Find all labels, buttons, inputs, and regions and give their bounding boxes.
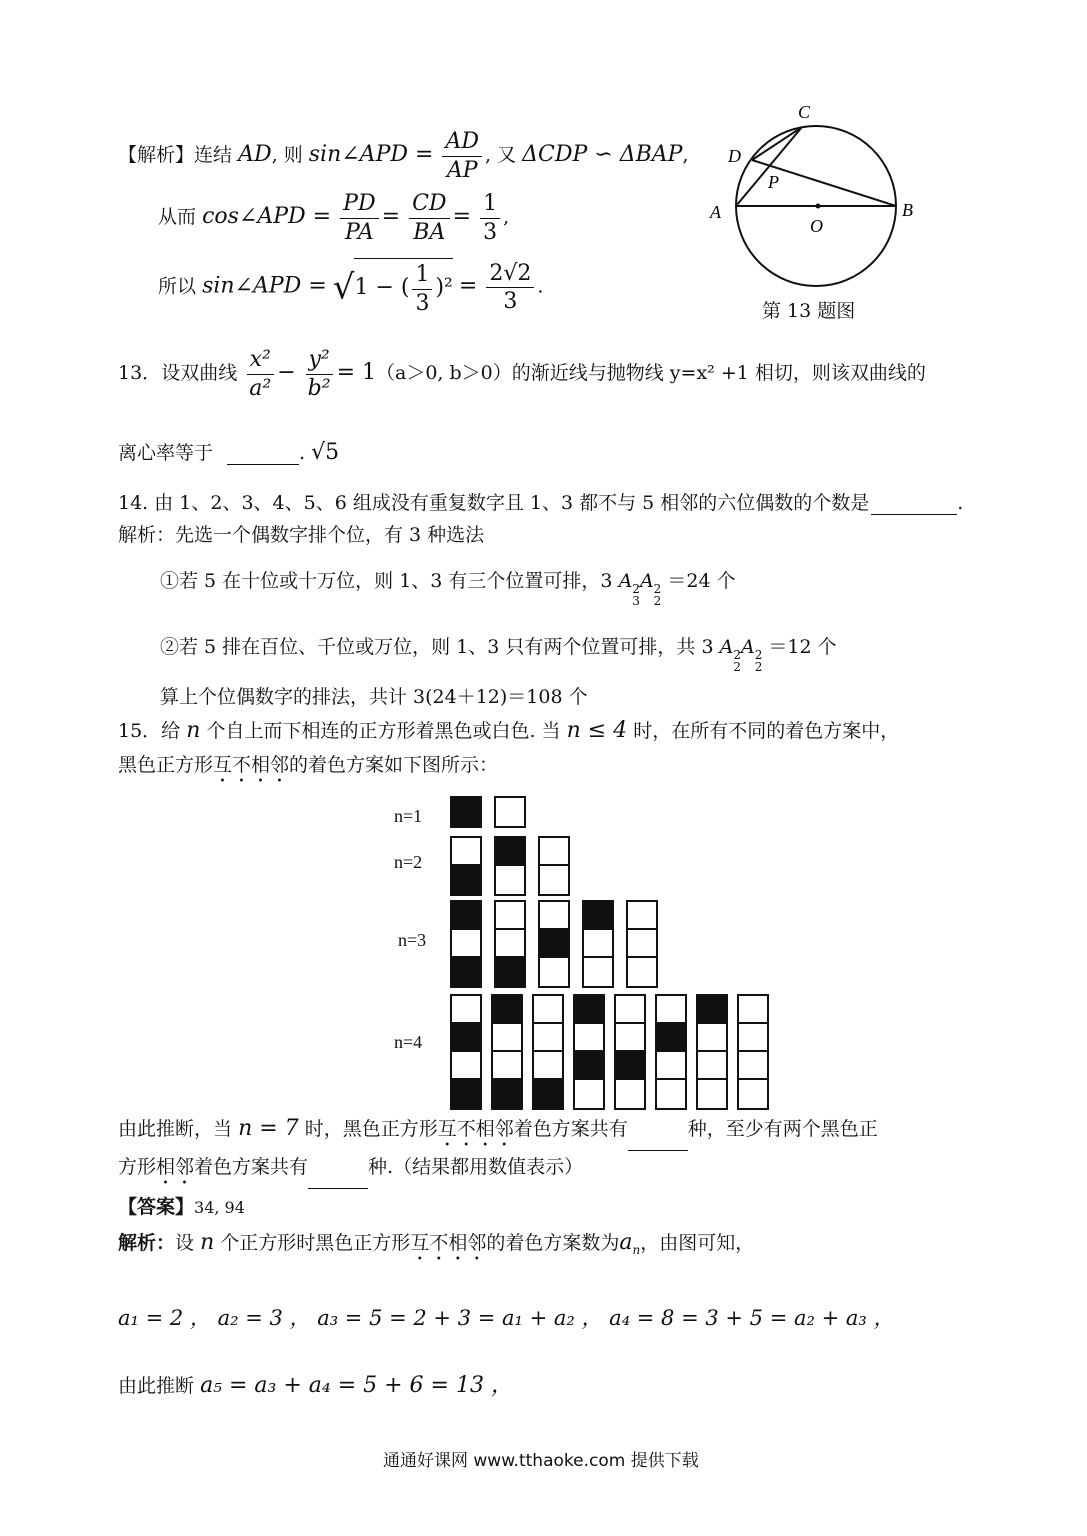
math: sin∠APD =: [202, 273, 327, 299]
question-15-para-1: [118, 1114, 878, 1151]
text: ，由图可知，: [640, 1232, 755, 1254]
question-14-line-1: [118, 488, 963, 515]
math: ΔCDP ∽ ΔBAP: [522, 142, 683, 167]
text: ＝24 个: [667, 570, 736, 592]
sequence-equations: a₁ = 2 ， a₂ = 3 ， a₃ = 5 = 2 + 3 = a₁ + a₂ ， a₄ = 8 = 3 + 5 = a₂ + a₃ ，: [118, 1306, 895, 1330]
chord-dc: [752, 127, 802, 160]
math: n = 7: [238, 1116, 299, 1141]
answer-blank-2: [308, 1188, 368, 1189]
text: （a＞0, b＞0）的渐近线与抛物线 y=x² +1 相切，则该双曲线的: [376, 362, 926, 384]
analysis-head: 【解析】: [118, 144, 195, 166]
math: =: [458, 273, 478, 299]
color-square: [626, 956, 658, 988]
text: ＝12 个: [768, 636, 837, 658]
inference-line: [118, 1368, 513, 1399]
fraction: $\frac{\text{x²}}{\text{a²}}$: [246, 346, 274, 402]
solution-head: 解析：: [118, 1232, 176, 1254]
question-14-case-1: ①若 5 在十位或十万位，则 1、3 有三个位置可排，3 A 2 3 A 2 2 ＝24 个: [160, 570, 736, 608]
math: AD: [238, 142, 272, 167]
footer: 通通好课网 www.tthaoke.com 提供下载: [383, 1451, 699, 1471]
figure-caption: 第 13 题图: [762, 300, 856, 322]
emphasis-text: 相邻: [156, 1156, 195, 1178]
color-square: [614, 1078, 646, 1110]
question-15-para-2: [118, 1152, 583, 1189]
answer-blank: [227, 464, 299, 465]
color-square: [450, 1078, 482, 1110]
text: 从而: [158, 206, 197, 228]
color-square: [494, 796, 526, 828]
emphasis-text: 互不相邻: [410, 1232, 487, 1254]
radical: 1 − ( $\frac{1}{3}$ )²: [354, 258, 452, 317]
label-b: B: [902, 200, 913, 220]
text: 方形: [118, 1156, 157, 1178]
text: 离心率等于: [118, 442, 214, 464]
text: 设双曲线: [161, 362, 238, 384]
math: n: [200, 1230, 215, 1255]
answer-head: 【答案】: [118, 1196, 195, 1218]
label-a: A: [710, 202, 721, 222]
color-square: [696, 1078, 728, 1110]
text: 的着色方案如下图所示：: [289, 754, 499, 776]
text: 黑色正方形: [118, 754, 214, 776]
math: = 1: [336, 360, 377, 385]
color-square: [494, 956, 526, 988]
text: 连结: [194, 144, 233, 166]
solution-12-line-3: 所以 sin∠APD = √1 − ( $\frac{1}{3}$ )² = $\frac{2√2}{3}$ .: [158, 258, 543, 317]
question-14-case-2: ②若 5 排在百位、千位或万位，则 1、3 只有两个位置可排，共 3 A 2 2 A 2 2 ＝12 个: [160, 636, 837, 674]
math: sin∠APD =: [308, 142, 434, 167]
fraction: $\frac{2√2}{3}$: [486, 260, 534, 316]
text: , 则: [271, 144, 303, 166]
solution-12-line-2: 从而 cos∠APD = $\frac{PD}{PA}$ = $\frac{CD}{BA}$ = $\frac{1}{3}$ ,: [158, 191, 510, 245]
color-square: [450, 956, 482, 988]
math: n: [186, 718, 201, 743]
fraction: $\frac{AD}{AP}$: [442, 128, 482, 184]
text: 着色方案共有: [194, 1156, 309, 1178]
color-square: [532, 1078, 564, 1110]
answer-blank: [871, 514, 957, 515]
row-label: n=2: [394, 852, 423, 872]
question-14-total: 算上个位偶数字的排法，共计 3(24＋12)＝108 个: [160, 686, 588, 708]
label-d: D: [728, 146, 741, 166]
text: ②若 5 排在百位、千位或万位，则 1、3 只有两个位置可排，共 3: [160, 636, 714, 658]
text: 由此推断，当: [118, 1118, 233, 1140]
question-13-line-2: [118, 438, 339, 465]
row-label: n=4: [394, 1032, 423, 1052]
row-label: n=1: [394, 806, 423, 826]
text: 设: [175, 1232, 195, 1254]
text: 个自上而下相连的正方形着黑色或白色. 当: [206, 720, 561, 742]
fraction: $\frac{1}{3}$: [480, 190, 500, 246]
text: 时，黑色正方形: [304, 1118, 438, 1140]
label-c: C: [798, 102, 811, 122]
text: 个正方形时黑色正方形: [220, 1232, 411, 1254]
color-square: [538, 956, 570, 988]
color-square: [573, 1078, 605, 1110]
math: n ≤ 4: [566, 718, 628, 743]
question-15-line-1: [118, 716, 899, 743]
text: 的着色方案数为: [486, 1232, 620, 1254]
text: ,: [503, 206, 510, 228]
fraction: $\frac{\text{y²}}{\text{b²}}$: [305, 346, 334, 402]
text: .: [537, 275, 544, 298]
label-o: O: [810, 216, 823, 236]
text: ,: [682, 144, 689, 166]
color-square: [582, 956, 614, 988]
color-square: [737, 1078, 769, 1110]
text: 所以: [158, 275, 197, 298]
text: 种.（结果都用数值表示）: [368, 1156, 584, 1178]
text: 时，在所有不同的着色方案中，: [633, 720, 900, 742]
color-square: [655, 1078, 687, 1110]
math: a: [619, 1230, 633, 1255]
color-square: [450, 796, 482, 828]
question-15-answer: [118, 1192, 245, 1219]
emphasis-text: 互不相邻: [437, 1118, 514, 1140]
question-15-line-2: [118, 750, 498, 787]
color-square: [538, 864, 570, 896]
fraction: $\frac{PD}{PA}$: [340, 190, 378, 246]
math: cos∠APD =: [202, 204, 332, 229]
color-square: [450, 864, 482, 896]
math: −: [277, 360, 296, 385]
text: 15．给: [118, 720, 181, 742]
answer-blank-1: [628, 1150, 688, 1151]
coloring-schemes-figure: [390, 790, 810, 1110]
center-point: [816, 204, 821, 209]
math-subscript: n: [632, 1243, 641, 1257]
fraction: $\frac{CD}{BA}$: [409, 190, 449, 246]
text: 14. 由 1、2、3、4、5、6 组成没有重复数字且 1、3 都不与 5 相邻的六位偶数的个数是: [118, 492, 870, 514]
circle-figure: [700, 98, 940, 298]
question-number: 13．: [118, 362, 162, 384]
label-p: P: [768, 172, 779, 192]
answer: √5: [311, 440, 340, 465]
text: 种，至少有两个黑色正: [687, 1118, 878, 1140]
text: , 又: [485, 144, 517, 166]
color-square: [494, 864, 526, 896]
row-label: n=3: [398, 930, 427, 950]
math: a₅ = a₃ + a₄ = 5 + 6 = 13 ，: [200, 1373, 513, 1398]
question-13-line-1: [118, 346, 926, 402]
color-square: [491, 1078, 523, 1110]
question-14-line-2: 解析：先选一个偶数字排个位，有 3 种选法: [118, 524, 485, 546]
text: 由此推断: [118, 1375, 195, 1397]
answer-values: 34, 94: [194, 1198, 245, 1217]
question-15-solution: [118, 1228, 754, 1265]
text: 着色方案共有: [513, 1118, 628, 1140]
solution-12-line-1: [118, 128, 689, 184]
text: .: [957, 492, 964, 514]
text: ①若 5 在十位或十万位，则 1、3 有三个位置可排，3: [160, 570, 613, 592]
emphasis-text: 互不相邻: [213, 754, 290, 776]
text: .: [299, 442, 306, 464]
